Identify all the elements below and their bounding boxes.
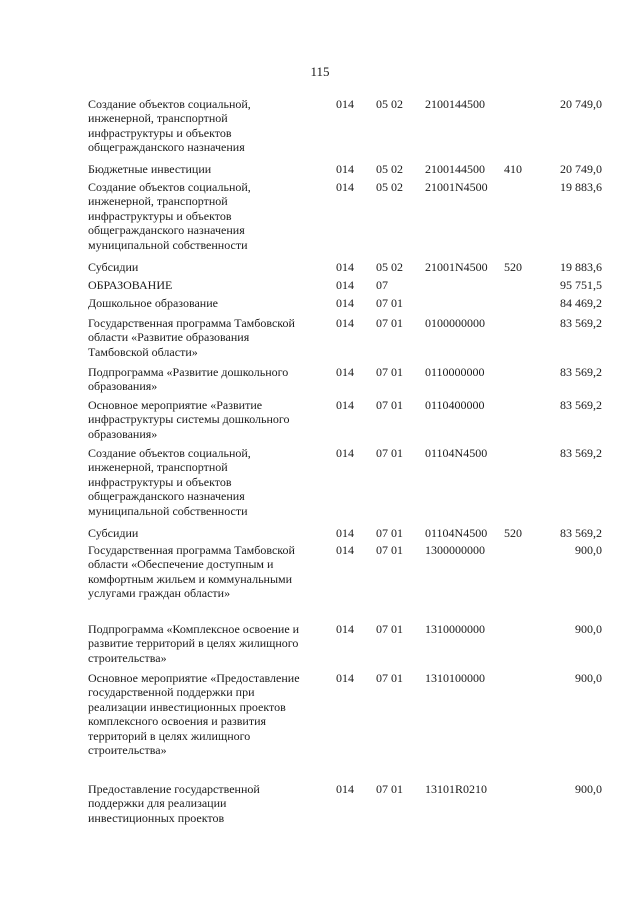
row-name: Предоставление государственной поддержки для реализации инвестиционных проектов — [88, 782, 260, 825]
row-name: ОБРАЗОВАНИЕ — [88, 278, 173, 292]
row-ved: 014 — [336, 782, 354, 796]
row-sum: 95 751,5 — [560, 278, 602, 292]
row-rz: 07 01 — [376, 622, 403, 636]
row-sum: 83 569,2 — [560, 398, 602, 412]
row-vr: 520 — [504, 260, 522, 274]
row-csr: 0100000000 — [425, 316, 485, 330]
row-csr: 01104N4500 — [425, 526, 488, 540]
row-rz: 07 01 — [376, 296, 403, 310]
row-name: Создание объектов социальной, инженерной, транспортной инфраструктуры и объектов общегражданского назначения — [88, 97, 251, 155]
row-name: Подпрограмма «Комплексное освоение и развитие территорий в целях жилищного строительства» — [88, 622, 300, 665]
row-sum: 83 569,2 — [560, 316, 602, 330]
row-ved: 014 — [336, 260, 354, 274]
row-name: Создание объектов социальной, инженерной, транспортной инфраструктуры и объектов общегражданского назначения муниципальной собственности — [88, 446, 251, 518]
row-ved: 014 — [336, 446, 354, 460]
row-rz: 05 02 — [376, 97, 403, 111]
row-csr: 1310000000 — [425, 622, 485, 636]
row-sum: 83 569,2 — [560, 365, 602, 379]
row-name: Субсидии — [88, 260, 139, 274]
row-rz: 05 02 — [376, 162, 403, 176]
row-rz: 07 — [376, 278, 388, 292]
row-sum: 20 749,0 — [560, 97, 602, 111]
row-ved: 014 — [336, 278, 354, 292]
row-vr: 520 — [504, 526, 522, 540]
row-ved: 014 — [336, 526, 354, 540]
row-sum: 900,0 — [575, 622, 602, 636]
row-ved: 014 — [336, 180, 354, 194]
row-csr: 21001N4500 — [425, 260, 488, 274]
row-sum: 84 469,2 — [560, 296, 602, 310]
row-name: Подпрограмма «Развитие дошкольного образования» — [88, 365, 289, 394]
row-ved: 014 — [336, 365, 354, 379]
row-name: Государственная программа Тамбовской области «Развитие образования Тамбовской области» — [88, 316, 295, 359]
row-name: Основное мероприятие «Предоставление государственной поддержки при реализации инвестиционных проектов комплексного освоения и развития территорий в целях жилищного строительства» — [88, 671, 300, 758]
row-csr: 1300000000 — [425, 543, 485, 557]
row-sum: 83 569,2 — [560, 526, 602, 540]
row-rz: 07 01 — [376, 526, 403, 540]
row-csr: 2100144500 — [425, 162, 485, 176]
row-ved: 014 — [336, 162, 354, 176]
row-ved: 014 — [336, 97, 354, 111]
row-rz: 07 01 — [376, 543, 403, 557]
row-ved: 014 — [336, 671, 354, 685]
row-rz: 07 01 — [376, 365, 403, 379]
row-rz: 07 01 — [376, 316, 403, 330]
row-rz: 07 01 — [376, 446, 403, 460]
row-sum: 83 569,2 — [560, 446, 602, 460]
row-ved: 014 — [336, 543, 354, 557]
row-sum: 19 883,6 — [560, 260, 602, 274]
row-rz: 07 01 — [376, 398, 403, 412]
row-csr: 1310100000 — [425, 671, 485, 685]
row-name: Создание объектов социальной, инженерной, транспортной инфраструктуры и объектов общегражданского назначения муниципальной собственности — [88, 180, 251, 252]
row-rz: 07 01 — [376, 782, 403, 796]
row-rz: 05 02 — [376, 260, 403, 274]
row-sum: 900,0 — [575, 782, 602, 796]
row-name: Основное мероприятие «Развитие инфраструктуры системы дошкольного образования» — [88, 398, 290, 441]
row-rz: 05 02 — [376, 180, 403, 194]
row-csr: 2100144500 — [425, 97, 485, 111]
row-rz: 07 01 — [376, 671, 403, 685]
row-ved: 014 — [336, 622, 354, 636]
row-ved: 014 — [336, 316, 354, 330]
row-csr: 01104N4500 — [425, 446, 488, 460]
row-name: Субсидии — [88, 526, 139, 540]
row-sum: 900,0 — [575, 671, 602, 685]
row-ved: 014 — [336, 398, 354, 412]
row-csr: 13101R0210 — [425, 782, 488, 796]
row-name: Дошкольное образование — [88, 296, 218, 310]
row-csr: 0110000000 — [425, 365, 485, 379]
row-vr: 410 — [504, 162, 522, 176]
row-csr: 0110400000 — [425, 398, 485, 412]
row-sum: 19 883,6 — [560, 180, 602, 194]
row-csr: 21001N4500 — [425, 180, 488, 194]
row-sum: 20 749,0 — [560, 162, 602, 176]
row-ved: 014 — [336, 296, 354, 310]
row-name: Бюджетные инвестиции — [88, 162, 212, 176]
row-name: Государственная программа Тамбовской области «Обеспечение доступным и комфортным жильем и коммунальными услугами граждан области» — [88, 543, 295, 601]
row-sum: 900,0 — [575, 543, 602, 557]
page-number: 115 — [310, 64, 330, 79]
